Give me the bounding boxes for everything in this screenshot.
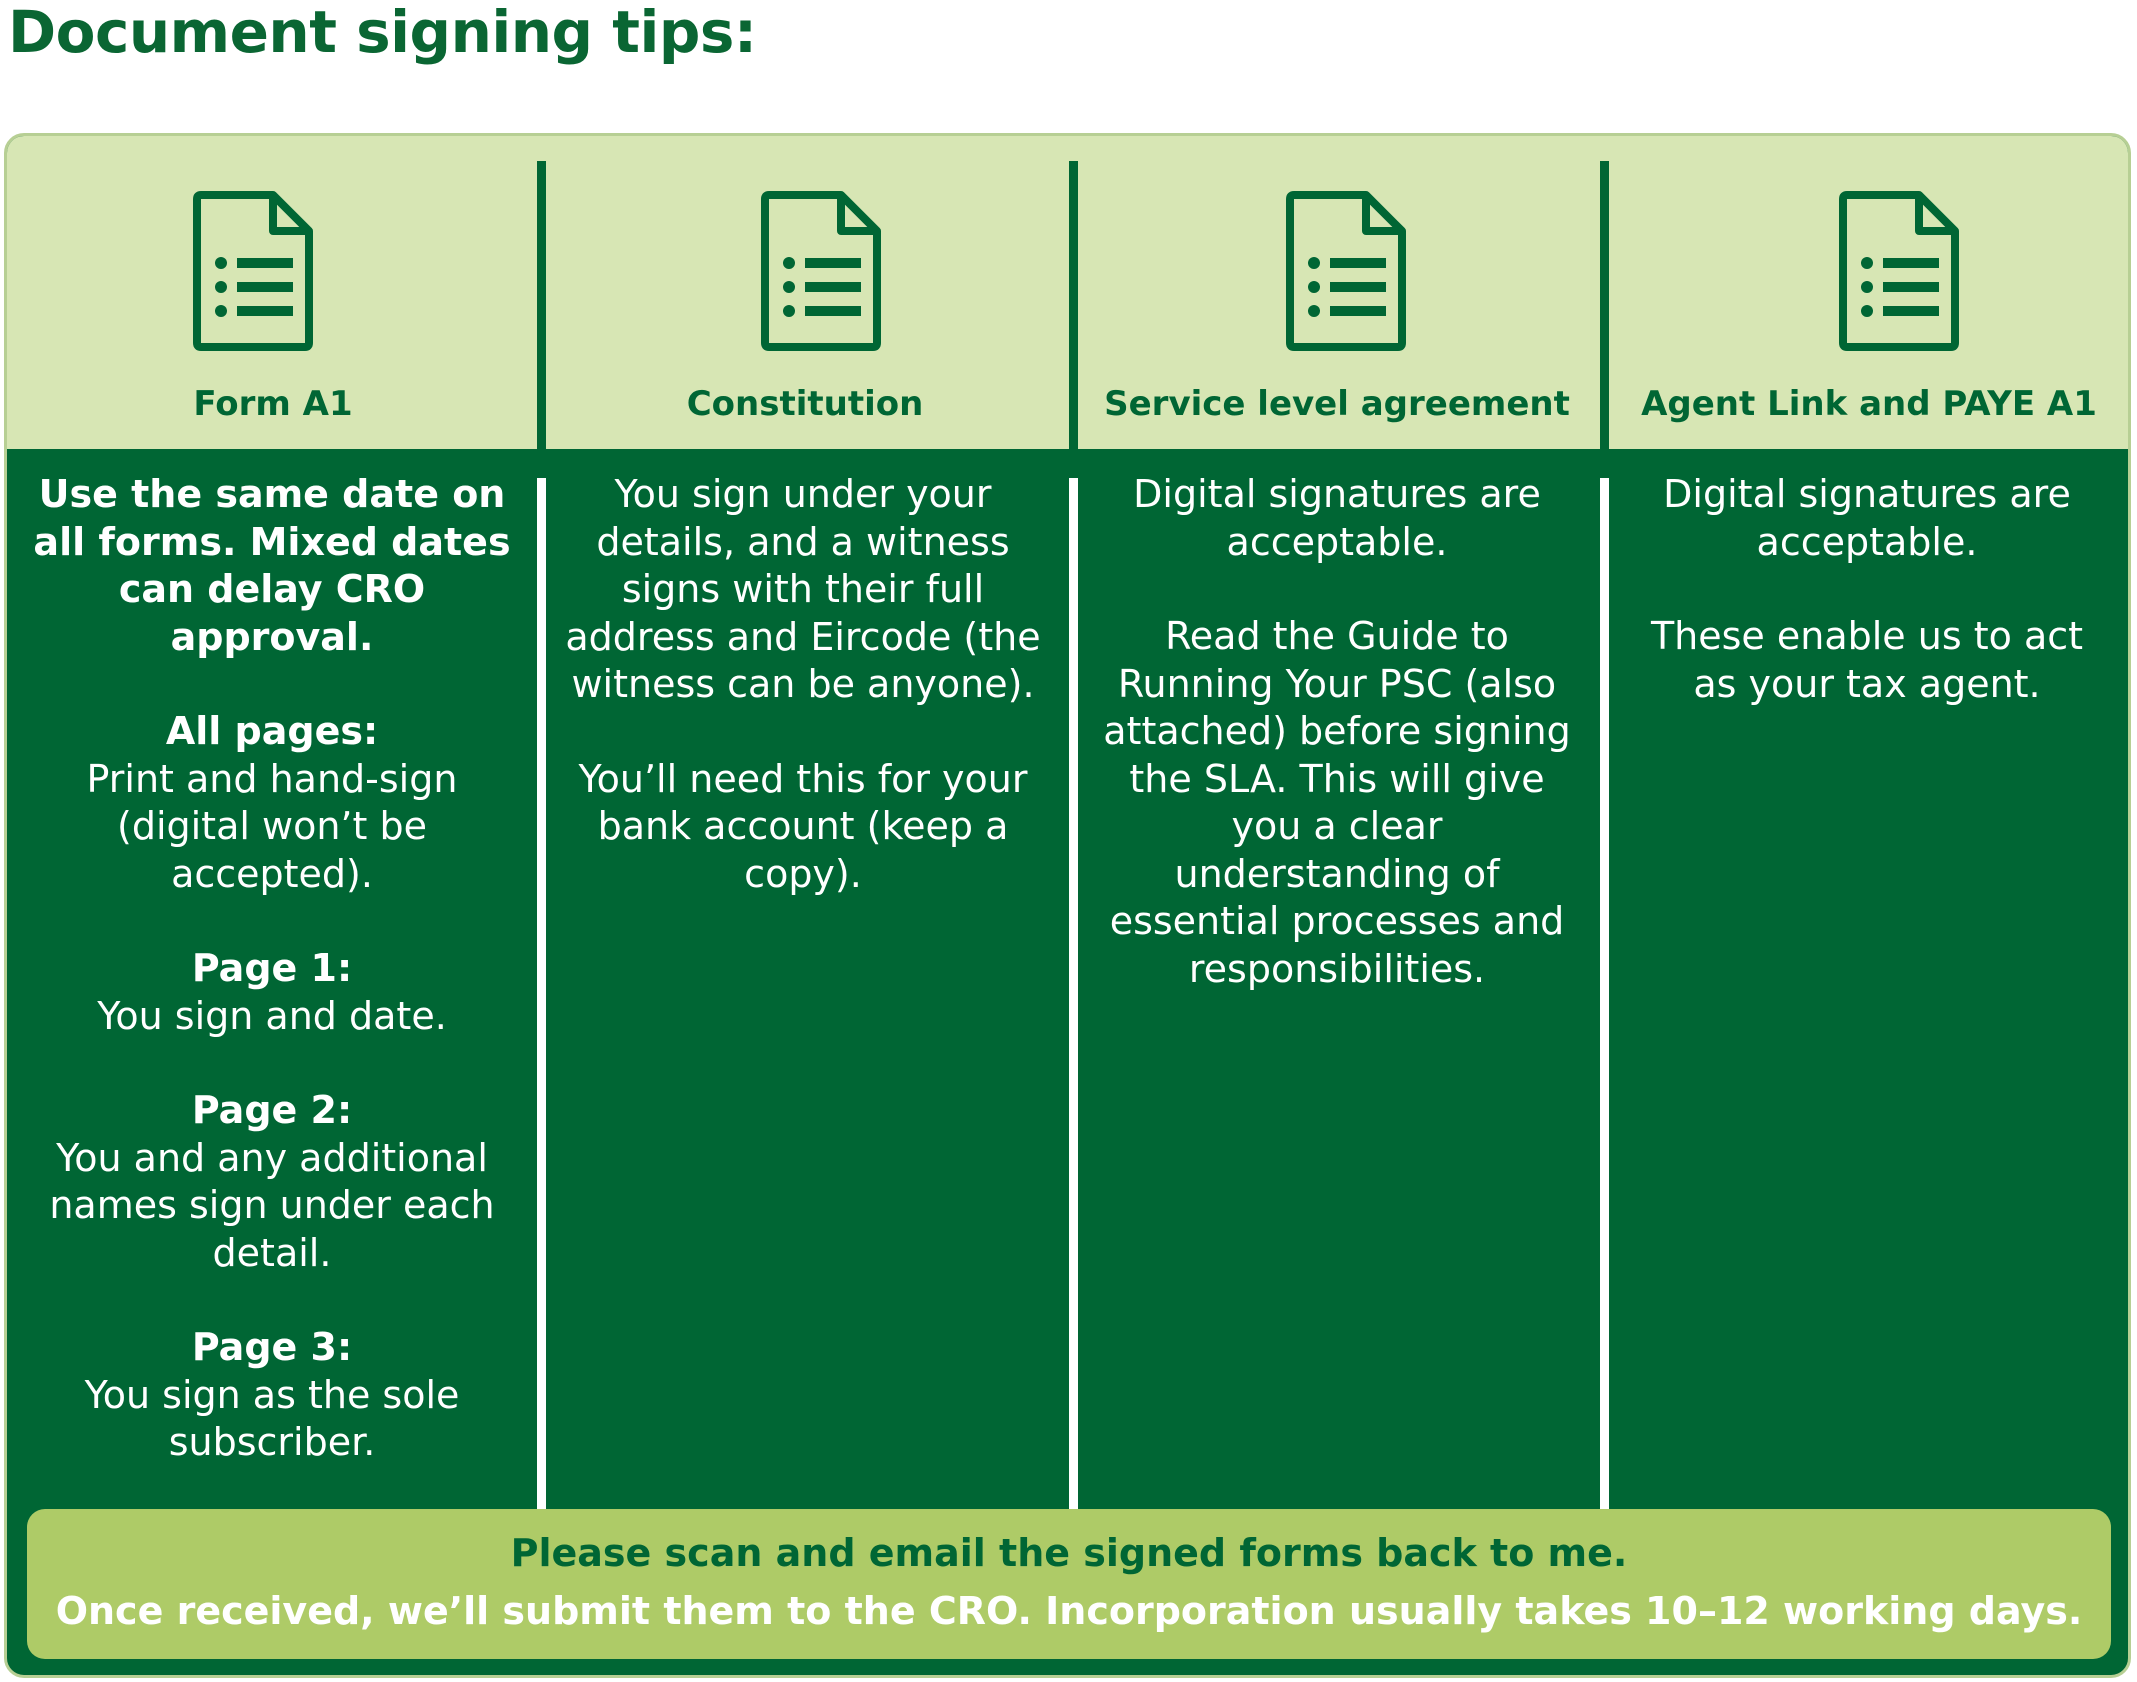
intro-note: Use the same date on all forms. Mixed dates can delay CRO approval.	[33, 472, 511, 659]
page3-label: Page 3:	[191, 1325, 353, 1369]
constitution-text-1: You sign under your details, and a witness signs with their full address and Eircode (the witness can be anyone).	[565, 472, 1041, 706]
agent-link-text-2: These enable us to act as your tax agent.	[1650, 614, 2084, 706]
document-list-icon	[193, 191, 313, 351]
sla-text-1: Digital signatures are acceptable.	[1133, 472, 1541, 564]
column-title: Form A1	[193, 384, 353, 424]
page3-text: You sign as the sole subscriber.	[84, 1372, 460, 1464]
header-divider	[1600, 161, 1609, 449]
page1-label: Page 1:	[191, 946, 353, 990]
document-list-icon	[761, 191, 881, 351]
column-body-agent-link	[1627, 471, 2107, 755]
column-header-constitution	[539, 136, 1071, 449]
header-divider	[537, 161, 546, 449]
footer-line-1: Please scan and email the signed forms back to me.	[510, 1531, 1628, 1575]
document-list-icon	[1286, 191, 1406, 351]
page-title: Document signing tips:	[8, 0, 757, 66]
body-divider	[537, 478, 546, 1626]
page2-text: You and any additional names sign under each detail.	[49, 1135, 495, 1275]
column-title: Service level agreement	[1104, 384, 1570, 424]
column-header-sla	[1071, 136, 1603, 449]
tips-card	[4, 133, 2131, 1678]
constitution-text-2: You’ll need this for your bank account (keep a copy).	[578, 756, 1028, 896]
column-title: Constitution	[686, 384, 924, 424]
all-pages-text: Print and hand-sign (digital won’t be accepted).	[86, 756, 458, 896]
document-list-icon	[1839, 191, 1959, 351]
agent-link-text-1: Digital signatures are acceptable.	[1663, 472, 2071, 564]
column-header-form-a1	[7, 136, 539, 449]
column-body-constitution	[563, 471, 1043, 945]
column-title: Agent Link and PAYE A1	[1641, 384, 2097, 424]
sla-text-2: Read the Guide to Running Your PSC (also attached) before signing the SLA. This will give you a clear understanding of essential processes and responsibilities.	[1103, 614, 1571, 991]
header-divider	[1069, 161, 1078, 449]
column-body-sla	[1097, 471, 1577, 1040]
footer-line-2: Once received, we’ll submit them to the CRO. Incorporation usually takes 10–12 working days.	[55, 1589, 2083, 1633]
page1-text: You sign and date.	[97, 993, 447, 1038]
all-pages-label: All pages:	[165, 709, 379, 753]
column-header-agent-link	[1603, 136, 2131, 449]
body-divider	[1600, 478, 1609, 1626]
footer-note	[27, 1509, 2111, 1659]
column-body-form-a1	[22, 471, 522, 1514]
body-divider	[1069, 478, 1078, 1626]
page2-label: Page 2:	[191, 1088, 353, 1132]
